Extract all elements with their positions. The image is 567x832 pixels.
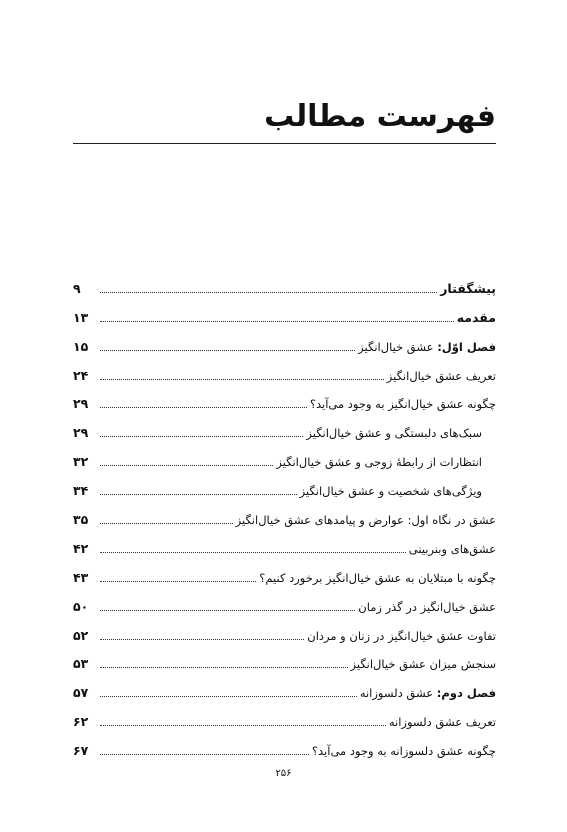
title-divider <box>73 143 496 144</box>
toc-entry-text: تفاوت عشق خیال‌انگیز در زنان و مردان <box>307 628 496 643</box>
toc-page-number: ۴۲ <box>73 540 89 556</box>
toc-entry[interactable] <box>73 644 496 673</box>
toc-entry-title <box>358 339 496 355</box>
toc-entry[interactable] <box>73 499 496 528</box>
toc-page-number: ۶۷ <box>73 743 89 759</box>
table-of-contents <box>73 268 496 759</box>
dot-leader <box>100 321 454 322</box>
toc-page-number: ۵۳ <box>73 656 89 672</box>
toc-entry-text: تعریف عشق دلسوزانه <box>388 715 496 730</box>
dot-leader <box>100 754 309 755</box>
toc-entry-text: پیشگفتار <box>440 280 496 296</box>
toc-entry-title <box>351 656 497 672</box>
page-number: ۲۵۶ <box>275 768 292 779</box>
toc-entry[interactable] <box>73 326 496 355</box>
toc-entry[interactable] <box>73 384 496 413</box>
toc-entry-text: سبک‌های دلبستگی و عشق خیال‌انگیز <box>306 426 482 441</box>
toc-entry[interactable] <box>73 615 496 644</box>
toc-page-number: ۹ <box>73 280 81 296</box>
toc-page-number: ۱۳ <box>73 309 89 325</box>
toc-page-number: ۵۰ <box>73 598 89 614</box>
toc-page-number: ۵۲ <box>73 627 89 643</box>
toc-entry-text: تعریف عشق خیال‌انگیز <box>386 368 496 383</box>
toc-entry-title <box>310 396 496 412</box>
toc-page-number: ۳۵ <box>73 512 89 528</box>
toc-entry-title <box>389 714 496 730</box>
dot-leader <box>100 639 304 640</box>
toc-entry[interactable] <box>73 412 496 441</box>
toc-entry-title <box>409 541 496 557</box>
dot-leader <box>100 465 273 466</box>
toc-entry-text: سنجش میزان عشق خیال‌انگیز <box>350 657 496 672</box>
dot-leader <box>100 523 233 524</box>
chapter-label: فصل دوم: <box>436 686 496 701</box>
dot-leader <box>100 436 303 437</box>
toc-entry-title <box>440 281 496 297</box>
dot-leader <box>100 407 307 408</box>
toc-entry-text: عشق دلسوزانه <box>359 686 437 701</box>
toc-page-number: ۳۲ <box>73 454 89 470</box>
toc-page-number: ۲۹ <box>73 425 89 441</box>
toc-entry[interactable] <box>73 470 496 499</box>
page-title: فهرست مطالب <box>264 99 496 134</box>
toc-page-number: ۲۴ <box>73 367 89 383</box>
dot-leader <box>100 610 355 611</box>
toc-entry[interactable] <box>73 441 496 470</box>
toc-entry-title <box>276 454 482 470</box>
chapter-label: فصل اوّل: <box>437 339 496 354</box>
dot-leader <box>100 725 386 726</box>
toc-page-number: ۵۷ <box>73 685 89 701</box>
toc-entry[interactable] <box>73 730 496 759</box>
toc-page-number: ۶۲ <box>73 714 89 730</box>
toc-entry-text: عشق‌های وبنربینی <box>408 541 496 556</box>
toc-entry-text: چگونه عشق دلسوزانه به وجود می‌آید؟ <box>311 744 496 759</box>
dot-leader <box>100 581 256 582</box>
toc-entry-text: ویژگی‌های شخصیت و عشق خیال‌انگیز <box>299 484 482 499</box>
toc-entry-text: انتظارات از رابطۀ زوجی و عشق خیال‌انگیز <box>276 455 482 470</box>
toc-entry-title <box>457 310 496 326</box>
toc-entry-title <box>300 483 482 499</box>
toc-page-number: ۱۵ <box>73 338 89 354</box>
toc-entry-title <box>307 628 496 644</box>
toc-page-number: ۳۴ <box>73 483 89 499</box>
dot-leader <box>100 379 384 380</box>
dot-leader <box>100 696 357 697</box>
toc-entry-text: مقدمه <box>456 309 496 325</box>
dot-leader <box>100 350 355 351</box>
toc-entry[interactable] <box>73 586 496 615</box>
toc-entry[interactable] <box>73 701 496 730</box>
toc-entry[interactable] <box>73 672 496 701</box>
toc-entry-title <box>387 368 496 384</box>
dot-leader <box>100 552 406 553</box>
toc-entry-title <box>259 570 496 586</box>
toc-entry-text: عشق در نگاه اول: عوارض و پیامدهای عشق خیال‌انگیز <box>235 513 496 528</box>
toc-page-number: ۲۹ <box>73 396 89 412</box>
dot-leader <box>100 667 348 668</box>
toc-entry-title <box>312 743 496 759</box>
toc-entry-title <box>358 599 496 615</box>
toc-entry[interactable] <box>73 528 496 557</box>
toc-page-number: ۴۳ <box>73 569 89 585</box>
dot-leader <box>100 292 437 293</box>
toc-entry[interactable] <box>73 355 496 384</box>
toc-entry[interactable] <box>73 268 496 297</box>
toc-entry-title <box>236 512 496 528</box>
toc-entry[interactable] <box>73 297 496 326</box>
toc-entry-text: چگونه با مبتلایان به عشق خیال‌انگیز برخورد کنیم؟ <box>259 570 496 585</box>
toc-entry-text: چگونه عشق خیال‌انگیز به وجود می‌آید؟ <box>309 397 496 412</box>
toc-entry-text: عشق خیال‌انگیز در گذر زمان <box>358 599 496 614</box>
toc-entry-text: عشق خیال‌انگیز <box>358 339 438 354</box>
toc-entry[interactable] <box>73 557 496 586</box>
dot-leader <box>100 494 297 495</box>
toc-entry-title <box>360 685 496 701</box>
toc-entry-title <box>306 425 482 441</box>
